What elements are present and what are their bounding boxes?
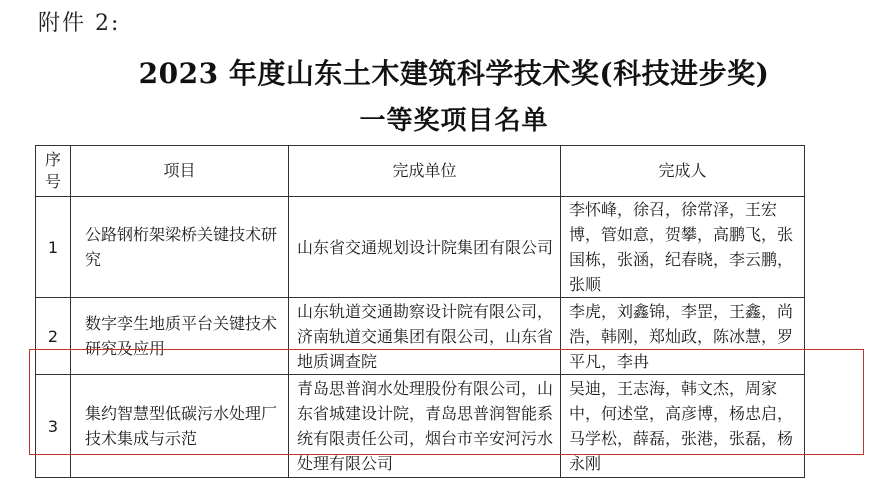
row-unit: 山东省交通规划设计院集团有限公司 [289, 197, 561, 298]
header-no: 序号 [36, 146, 71, 197]
attachment-label: 附件 2: [38, 11, 121, 36]
row-project: 公路钢桁架梁桥关键技术研究 [71, 197, 289, 298]
row-unit: 山东轨道交通勘察设计院有限公司，济南轨道交通集团有限公司，山东省地质调查院 [289, 298, 561, 375]
row-people: 李怀峰，徐召，徐常泽，王宏博，管如意，贺攀，高鹏飞，张国栋，张涵，纪春晓，李云鹏，张顺 [561, 197, 805, 298]
header-project: 项目 [71, 146, 289, 197]
header-people: 完成人 [561, 146, 805, 197]
table-row [36, 298, 805, 375]
document-title: 2023 年度山东土木建筑科学技术奖(科技进步奖) [138, 57, 770, 90]
row-project: 数字孪生地质平台关键技术研究及应用 [71, 298, 289, 375]
row-project: 集约智慧型低碳污水处理厂技术集成与示范 [71, 375, 289, 478]
row-number: 2 [36, 298, 71, 375]
row-number: 3 [36, 375, 71, 478]
header-unit: 完成单位 [289, 146, 561, 197]
row-people: 吴迪，王志海，韩文杰，周家中，何述堂，高彦博，杨忠启，马学松，薛磊，张港，张磊，杨永刚 [561, 375, 805, 478]
row-unit: 青岛思普润水处理股份有限公司，山东省城建设计院，青岛思普润智能系统有限责任公司，烟台市辛安河污水处理有限公司 [289, 375, 561, 478]
awards-table [35, 145, 805, 478]
row-number: 1 [36, 197, 71, 298]
row-people: 李虎，刘鑫锦，李罡，王鑫，尚浩，韩刚，郑灿政，陈冰慧，罗平凡，李冉 [561, 298, 805, 375]
document-subtitle: 一等奖项目名单 [359, 106, 549, 136]
table-row [36, 197, 805, 298]
table-row [36, 375, 805, 478]
table-header-row [36, 146, 805, 197]
